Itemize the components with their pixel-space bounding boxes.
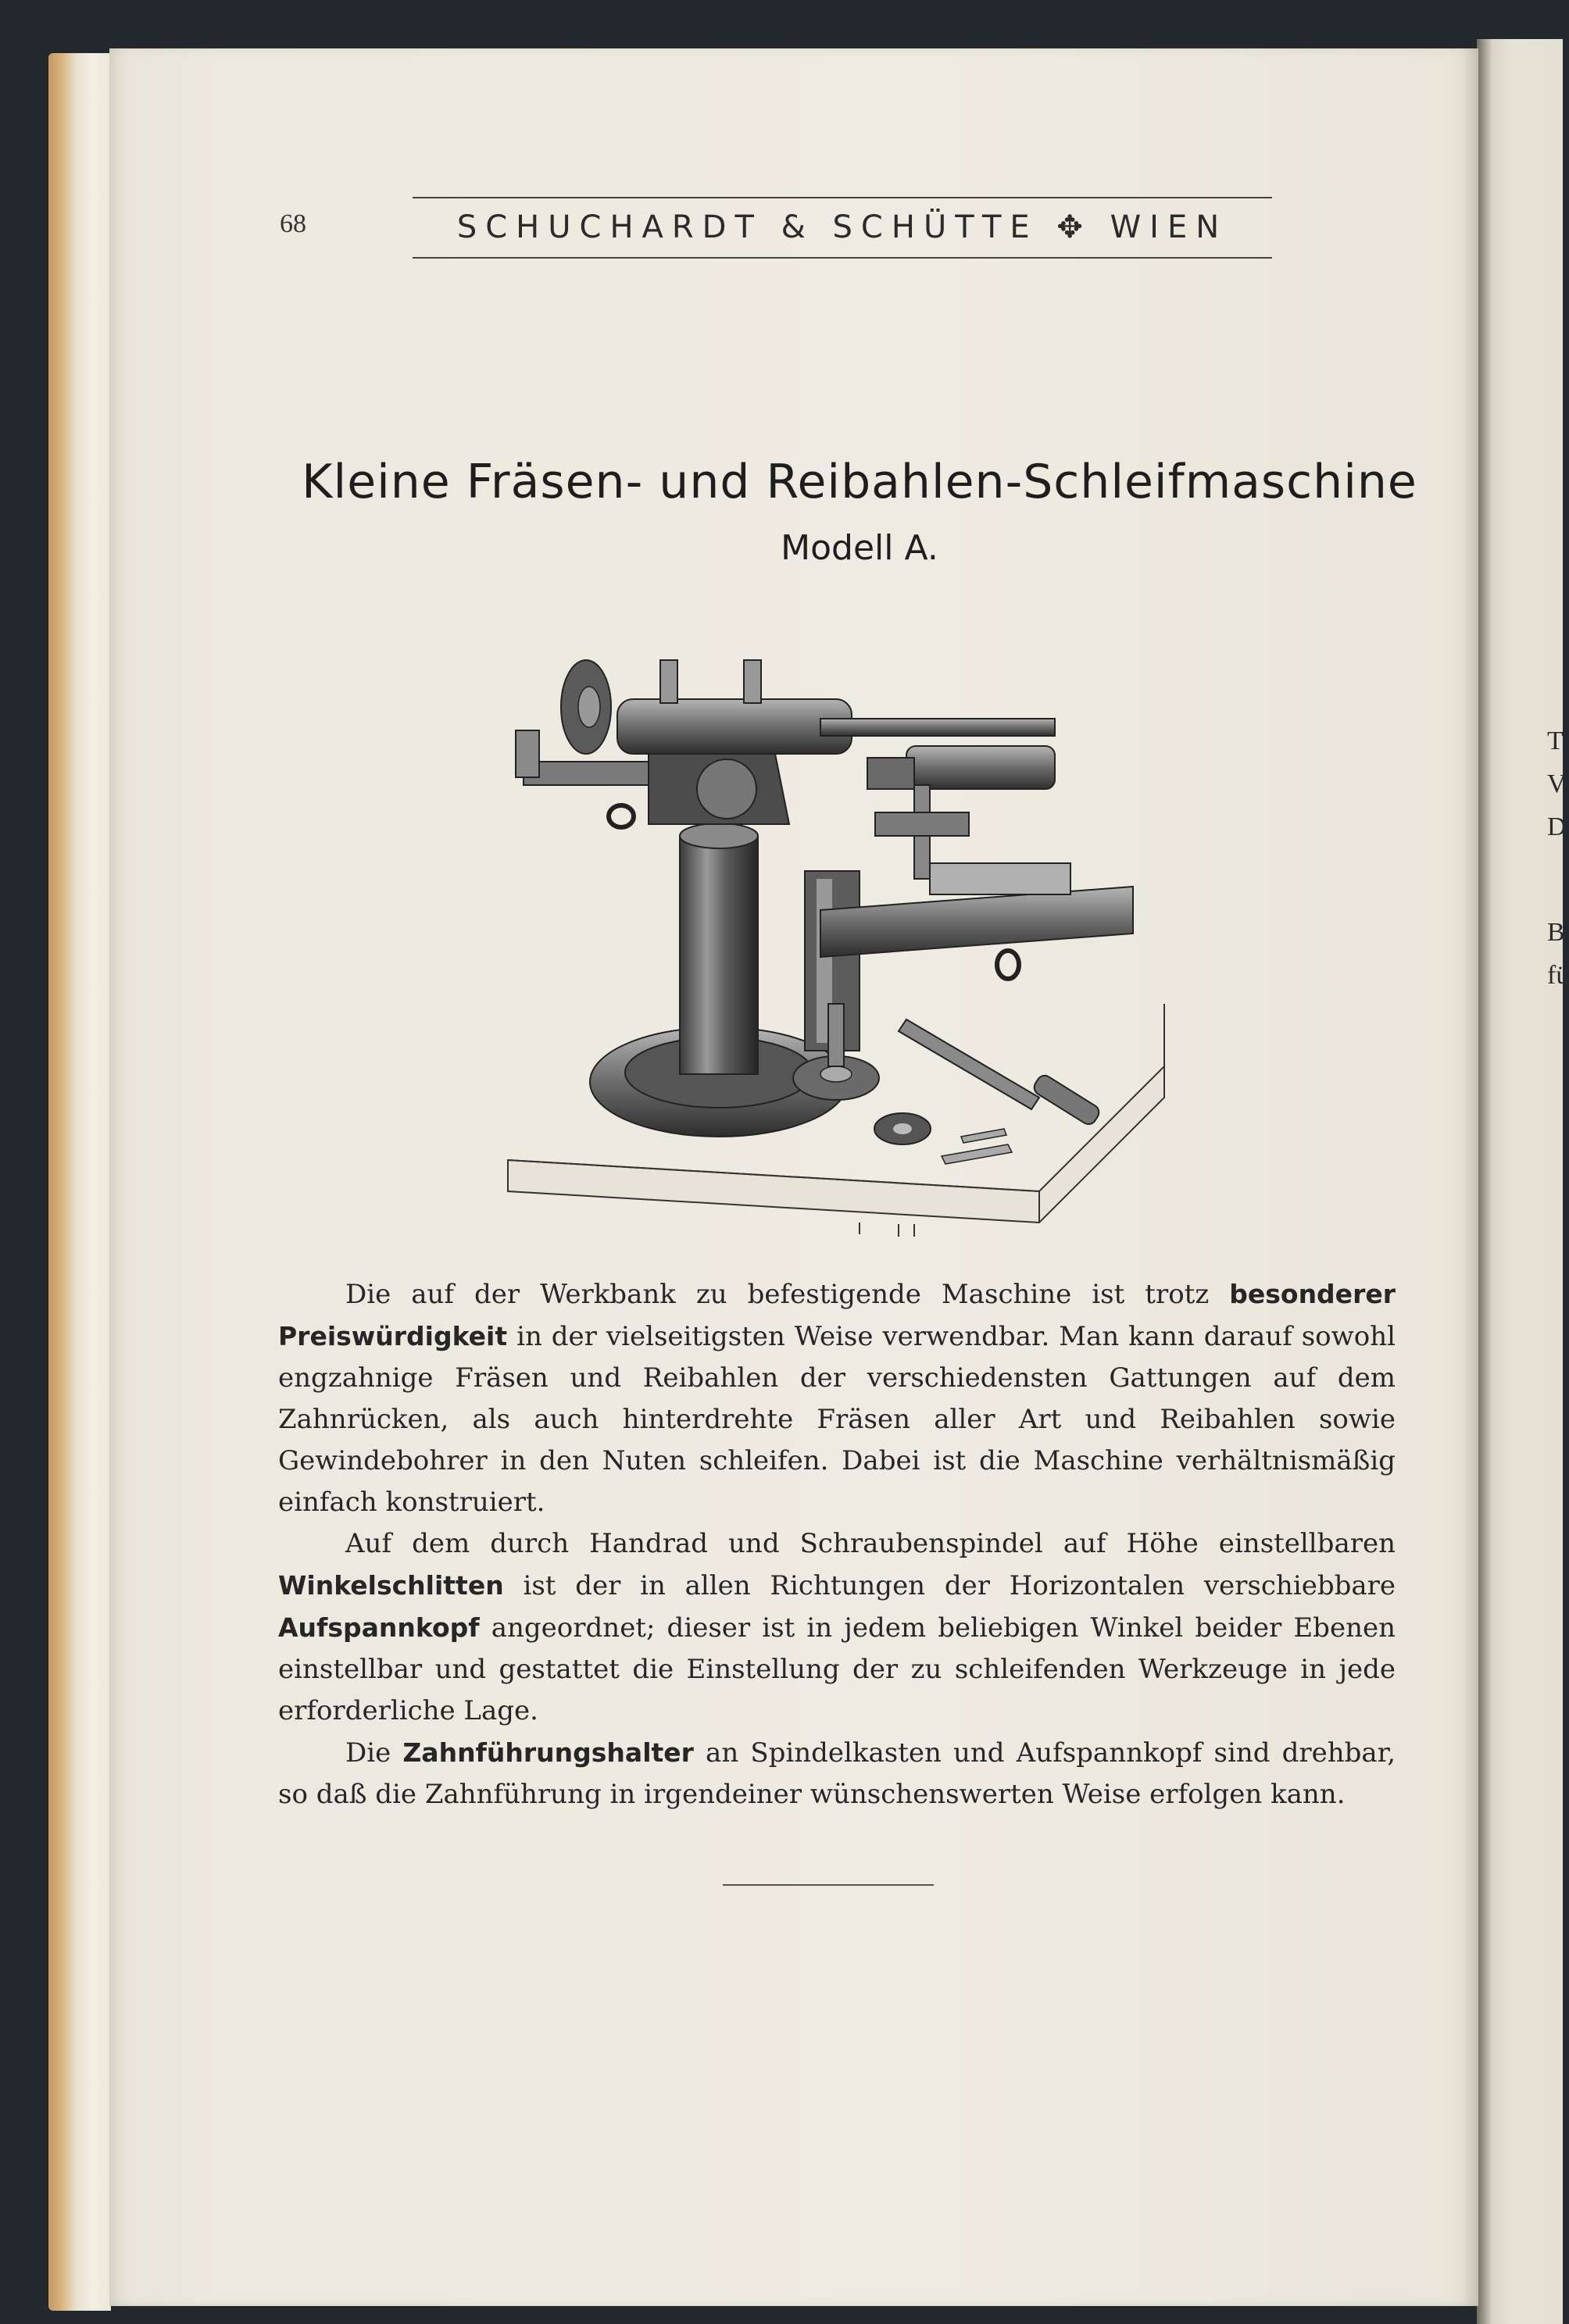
- paragraph-3: [278, 1732, 1396, 1815]
- page-number: 68: [280, 209, 306, 238]
- paragraph-3-bold-term: Zahnführungshalter: [402, 1737, 694, 1768]
- header-bottom-rule: [413, 257, 1272, 259]
- next-page-edge: [1477, 39, 1569, 2324]
- next-page-fragment: D: [1547, 812, 1567, 841]
- running-header: SCHUCHARDT & SCHÜTTE ✥ WIEN: [456, 209, 1228, 245]
- paragraph-1: [278, 1273, 1396, 1523]
- next-page-fragment: fü: [1547, 961, 1569, 990]
- paragraph-1-text-start: Die auf der Werkbank zu befestigende Maschine ist trotz: [345, 1279, 1230, 1310]
- next-page-fragment: V: [1547, 769, 1567, 798]
- paragraph-1-bold-term: besonderer Preiswürdigkeit: [278, 1279, 1396, 1351]
- paragraph-2-text-end: angeordnet; dieser ist in jedem beliebigen Winkel beider Ebenen einstellbar und gestattet die Einstellung der zu schleifenden Werkzeuge in jede erforderliche Lage.: [278, 1612, 1396, 1726]
- article-body: [278, 1273, 1396, 1815]
- paragraph-2-text-middle: ist der in allen Richtungen der Horizontalen verschiebbare: [503, 1570, 1396, 1601]
- paragraph-2-bold-term-2: Aufspannkopf: [278, 1612, 480, 1643]
- paragraph-2-bold-term-1: Winkelschlitten: [278, 1570, 504, 1601]
- paragraph-3-text-start: Die: [345, 1737, 403, 1769]
- paragraph-2-text-start: Auf dem durch Handrad und Schraubenspindel auf Höhe einstellbaren: [345, 1528, 1396, 1559]
- book-page-edges: [48, 53, 111, 2311]
- paragraph-1-text-end: in der vielseitigsten Weise verwendbar. Man kann darauf sowohl engzahnige Fräsen und Reibahlen der verschiedensten Gattungen auf dem Zahnrücken, als auch hinterdrehte Fräsen aller Art und Reibahlen sowie Gewindebohrer in den Nuten schleifen. Dabei ist die Maschine verhältnismäßig einfach konstruiert.: [278, 1321, 1396, 1518]
- article-subtitle: Modell A.: [781, 528, 938, 568]
- machine-illustration: [492, 629, 1196, 1238]
- paragraph-2: [278, 1523, 1396, 1732]
- closing-rule: [723, 1884, 934, 1886]
- next-page-fragment: T: [1547, 726, 1564, 755]
- article-title: Kleine Fräsen- und Reibahlen-Schleifmaschine: [302, 455, 1417, 509]
- header-top-rule: [413, 197, 1272, 198]
- paragraph-3-text-end: an Spindelkasten und Aufspannkopf sind drehbar, so daß die Zahnführung in irgendeiner wünschenswerten Weise erfolgen kann.: [278, 1737, 1396, 1810]
- next-page-fragment: B: [1547, 918, 1565, 947]
